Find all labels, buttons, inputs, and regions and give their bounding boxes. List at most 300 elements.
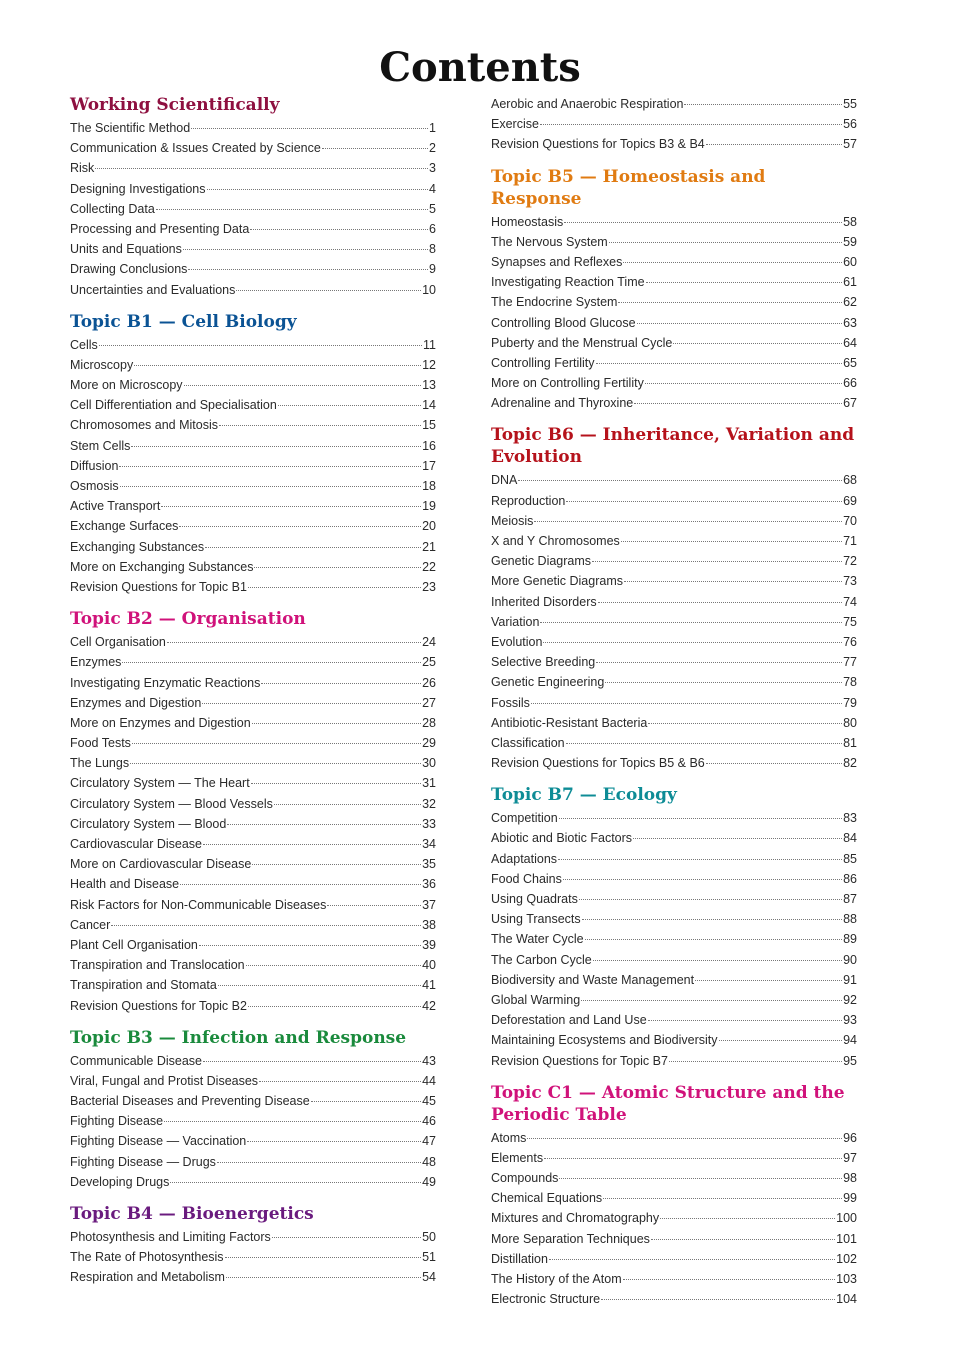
toc-section-topic-b3-infection-and-response (70, 1027, 436, 1192)
dot-leader (581, 1000, 842, 1001)
entry-title: Cell Differentiation and Specialisation (70, 398, 277, 413)
toc-entry[interactable] (491, 114, 857, 134)
entry-title: The Nervous System (491, 234, 608, 249)
dot-leader (199, 945, 421, 946)
dot-leader (236, 290, 421, 291)
dot-leader (120, 486, 421, 487)
entry-title: Active Transport (70, 499, 161, 514)
toc-entry[interactable] (491, 970, 857, 990)
page-number: 95 (843, 1053, 857, 1068)
entry-title: Investigating Reaction Time (491, 275, 645, 290)
toc-entry[interactable] (491, 1188, 857, 1208)
page-number: 17 (422, 458, 436, 473)
toc-entry[interactable] (491, 470, 857, 490)
entry-title: Global Warming (491, 992, 581, 1007)
page-number: 23 (422, 579, 436, 594)
page-number: 46 (422, 1114, 436, 1129)
dot-leader (156, 209, 428, 210)
toc-entry[interactable] (70, 239, 436, 259)
page-number: 13 (422, 378, 436, 393)
page-number: 33 (422, 816, 436, 831)
page-number: 59 (843, 234, 857, 249)
page-number: 91 (843, 972, 857, 987)
toc-entry[interactable] (70, 138, 436, 158)
toc-entry[interactable] (491, 1168, 857, 1188)
toc-entry[interactable] (70, 355, 436, 375)
entry-title: Fighting Disease — Drugs (70, 1154, 216, 1169)
dot-leader (225, 1257, 422, 1258)
entry-title: More on Microscopy (70, 378, 183, 393)
entry-title: Bacterial Diseases and Preventing Disease (70, 1094, 310, 1109)
toc-entry[interactable] (491, 491, 857, 511)
entry-title: Exchange Surfaces (70, 519, 179, 534)
dot-leader (593, 960, 842, 961)
toc-entry[interactable] (70, 179, 436, 199)
toc-entry[interactable] (491, 693, 857, 713)
page-number: 99 (843, 1191, 857, 1206)
toc-entry[interactable] (491, 849, 857, 869)
toc-entry[interactable] (491, 313, 857, 333)
page-number: 45 (422, 1094, 436, 1109)
toc-entry[interactable] (491, 733, 857, 753)
toc-section-topic-b1-cell-biology (70, 311, 436, 597)
page-number: 58 (843, 214, 857, 229)
dot-leader (605, 682, 842, 683)
toc-entry[interactable] (491, 1208, 857, 1228)
page-number: 21 (422, 539, 436, 554)
page-number: 72 (843, 554, 857, 569)
entry-title: Diffusion (70, 458, 119, 473)
dot-leader (540, 622, 842, 623)
page-number: 81 (843, 735, 857, 750)
toc-entry[interactable] (70, 733, 436, 753)
page-number: 79 (843, 695, 857, 710)
dot-leader (646, 282, 843, 283)
dot-leader (566, 743, 842, 744)
entry-title: The History of the Atom (491, 1272, 622, 1286)
dot-leader (278, 405, 421, 406)
section-heading: Working Scientifically (70, 95, 280, 115)
toc-entry[interactable] (491, 652, 857, 672)
dot-leader (247, 1141, 421, 1142)
section-heading: Topic B1 — Cell Biology (70, 311, 297, 332)
page-number: 56 (843, 117, 857, 132)
toc-entry[interactable] (491, 753, 857, 773)
section-heading: Topic B2 — Organisation (70, 609, 306, 630)
toc-entry[interactable] (491, 232, 857, 252)
entry-title: Distillation (491, 1251, 548, 1266)
toc-entry[interactable] (491, 808, 857, 828)
page-number: 35 (422, 857, 436, 872)
toc-entry[interactable] (70, 975, 436, 995)
entry-title: Developing Drugs (70, 1174, 170, 1189)
page-number: 18 (422, 479, 436, 493)
page-number: 94 (843, 1033, 857, 1048)
page-number: 65 (843, 355, 857, 370)
dot-leader (564, 222, 842, 223)
toc-entry[interactable] (70, 476, 436, 496)
toc-entry[interactable] (491, 1030, 857, 1050)
toc-entry[interactable] (491, 889, 857, 909)
dot-leader (130, 763, 421, 764)
toc-entry[interactable] (70, 854, 436, 874)
entry-title: Communication & Issues Created by Science (70, 141, 321, 156)
dot-leader (322, 148, 428, 149)
toc-entry[interactable] (491, 828, 857, 848)
page-number: 44 (422, 1073, 436, 1088)
entry-title: Osmosis (70, 479, 119, 493)
toc-entry[interactable] (70, 955, 436, 975)
page-number: 82 (843, 756, 857, 771)
entry-title: Puberty and the Menstrual Cycle (491, 335, 673, 350)
entry-title: More on Exchanging Substances (70, 559, 254, 574)
page-number: 25 (422, 655, 436, 670)
toc-entry[interactable] (70, 375, 436, 395)
dot-leader (183, 249, 428, 250)
dot-leader (250, 229, 428, 230)
entry-title: Cancer (70, 917, 111, 932)
toc-entry[interactable] (70, 1091, 436, 1111)
entry-title: Variation (491, 614, 540, 629)
page-number: 55 (843, 97, 857, 111)
dot-leader (559, 1178, 842, 1179)
dot-leader (122, 662, 421, 663)
dot-leader (648, 1020, 842, 1021)
toc-entry[interactable] (70, 1247, 436, 1267)
toc-entry[interactable] (491, 1289, 857, 1309)
toc-entry[interactable] (491, 990, 857, 1010)
toc-entry[interactable] (491, 1128, 857, 1148)
page-number: 1 (429, 121, 436, 135)
entry-title: Antibiotic-Resistant Bacteria (491, 715, 648, 730)
toc-entry[interactable] (491, 1249, 857, 1269)
section-heading: Topic B4 — Bioenergetics (70, 1204, 314, 1224)
entry-title: Chemical Equations (491, 1191, 603, 1206)
toc-entry[interactable] (70, 713, 436, 733)
entry-title: The Water Cycle (491, 932, 584, 947)
page-number: 36 (422, 877, 436, 892)
dot-leader (719, 1040, 843, 1041)
toc-entry[interactable] (70, 259, 436, 279)
toc-entry[interactable] (491, 373, 857, 393)
toc-entry[interactable] (491, 1269, 857, 1289)
toc-entry[interactable] (70, 895, 436, 915)
dot-leader (623, 1279, 836, 1280)
dot-leader (531, 703, 842, 704)
toc-entry[interactable] (70, 415, 436, 435)
toc-entry[interactable] (491, 571, 857, 591)
toc-entry[interactable] (491, 212, 857, 232)
page-number: 31 (422, 776, 436, 791)
toc-entry[interactable] (70, 673, 436, 693)
dot-leader (217, 1162, 421, 1163)
dot-leader (203, 1061, 421, 1062)
toc-entry[interactable] (70, 915, 436, 935)
page-number: 8 (429, 242, 436, 257)
toc-entry[interactable] (70, 335, 436, 355)
toc-entry[interactable] (491, 1148, 857, 1168)
toc-entry[interactable] (70, 395, 436, 415)
dot-leader (633, 838, 842, 839)
page-number: 20 (422, 519, 436, 534)
entry-title: Units and Equations (70, 242, 182, 257)
toc-entry[interactable] (491, 94, 857, 114)
toc-entry[interactable] (491, 632, 857, 652)
page-number: 5 (429, 201, 436, 216)
entry-title: Reproduction (491, 493, 566, 508)
dot-leader (645, 383, 842, 384)
toc-entry[interactable] (491, 353, 857, 373)
page-number: 71 (843, 534, 857, 548)
dot-leader (261, 683, 421, 684)
toc-entry[interactable] (70, 753, 436, 773)
page-number: 96 (843, 1130, 857, 1145)
dot-leader (563, 879, 842, 880)
toc-entry[interactable] (70, 118, 436, 138)
toc-section-topic-b2-organisation (70, 608, 436, 1016)
dot-leader (205, 547, 421, 548)
dot-leader (596, 363, 843, 364)
dot-leader (621, 541, 842, 542)
toc-entry[interactable] (70, 1071, 436, 1091)
entry-title: Homeostasis (491, 214, 564, 229)
dot-leader (609, 242, 842, 243)
toc-entry[interactable] (70, 1111, 436, 1131)
section-heading: Topic B7 — Ecology (491, 785, 677, 806)
toc-entry[interactable] (491, 1010, 857, 1030)
toc-entry[interactable] (491, 950, 857, 970)
contents-column-right (491, 94, 857, 1320)
entry-title: Transpiration and Translocation (70, 958, 245, 973)
toc-entry[interactable] (70, 1051, 436, 1071)
toc-entry[interactable] (70, 1267, 436, 1287)
dot-leader (226, 1277, 421, 1278)
entry-title: Photosynthesis and Limiting Factors (70, 1230, 271, 1244)
page-number: 39 (422, 937, 436, 952)
toc-section-continued (491, 94, 857, 155)
toc-entry[interactable] (70, 456, 436, 476)
toc-entry[interactable] (70, 158, 436, 178)
dot-leader (660, 1218, 835, 1219)
page-number: 10 (422, 282, 436, 297)
toc-entry[interactable] (70, 1131, 436, 1151)
dot-leader (695, 980, 842, 981)
dot-leader (624, 581, 842, 582)
page-number: 50 (422, 1230, 436, 1244)
section-heading: Topic C1 — Atomic Structure and the Periodic Table (491, 1082, 845, 1125)
dot-leader (549, 1259, 835, 1260)
entry-title: More Separation Techniques (491, 1231, 650, 1246)
entry-title: Meiosis (491, 513, 534, 528)
toc-entry[interactable] (70, 794, 436, 814)
dot-leader (566, 501, 842, 502)
entry-title: Revision Questions for Topic B1 (70, 579, 247, 594)
toc-entry[interactable] (70, 874, 436, 894)
section-heading: Topic B5 — Homeostasis and Response (491, 166, 766, 209)
toc-entry[interactable] (491, 511, 857, 531)
entry-title: Drawing Conclusions (70, 262, 188, 277)
section-heading: Topic B3 — Infection and Response (70, 1027, 407, 1048)
dot-leader (579, 899, 842, 900)
page-number: 28 (422, 715, 436, 730)
toc-entry[interactable] (70, 652, 436, 672)
toc-entry[interactable] (491, 612, 857, 632)
toc-entry[interactable] (491, 929, 857, 949)
entry-title: Stem Cells (70, 438, 131, 453)
entry-title: The Rate of Photosynthesis (70, 1250, 224, 1265)
entry-title: Revision Questions for Topic B2 (70, 998, 247, 1013)
page-number: 75 (843, 614, 857, 629)
dot-leader (218, 985, 421, 986)
toc-entry[interactable] (491, 333, 857, 353)
toc-entry[interactable] (70, 199, 436, 219)
toc-entry[interactable] (70, 693, 436, 713)
toc-entry[interactable] (491, 252, 857, 272)
dot-leader (179, 526, 421, 527)
dot-leader (601, 1299, 835, 1300)
toc-entry[interactable] (70, 516, 436, 536)
entry-title: More on Controlling Fertility (491, 376, 644, 391)
page-number: 16 (422, 438, 436, 453)
entry-title: Fossils (491, 695, 530, 710)
toc-entry[interactable] (491, 713, 857, 733)
entry-title: Genetic Diagrams (491, 554, 592, 569)
entry-title: Using Quadrats (491, 892, 578, 906)
entry-title: Circulatory System — Blood Vessels (70, 796, 273, 811)
dot-leader (559, 818, 842, 819)
page-number: 11 (423, 337, 436, 352)
dot-leader (99, 345, 422, 346)
entry-title: Genetic Engineering (491, 675, 605, 690)
entry-title: Enzymes (70, 655, 122, 670)
toc-entry[interactable] (491, 134, 857, 154)
entry-title: Adrenaline and Thyroxine (491, 396, 634, 411)
page-number: 22 (422, 559, 436, 574)
entry-title: Controlling Blood Glucose (491, 315, 636, 330)
page-number: 32 (422, 796, 436, 811)
toc-entry[interactable] (70, 1227, 436, 1247)
dot-leader (518, 480, 842, 481)
toc-entry[interactable] (70, 834, 436, 854)
dot-leader (527, 1138, 842, 1139)
toc-entry[interactable] (70, 996, 436, 1016)
toc-entry[interactable] (70, 557, 436, 577)
page-number: 92 (843, 992, 857, 1007)
toc-entry[interactable] (70, 1152, 436, 1172)
entry-title: Exercise (491, 117, 539, 132)
toc-entry[interactable] (70, 632, 436, 652)
toc-entry[interactable] (491, 869, 857, 889)
entry-title: Abiotic and Biotic Factors (491, 831, 633, 846)
dot-leader (248, 1006, 421, 1007)
toc-entry[interactable] (491, 531, 857, 551)
page-number: 66 (843, 376, 857, 391)
dot-leader (637, 323, 843, 324)
page-number: 85 (843, 851, 857, 866)
toc-entry[interactable] (70, 935, 436, 955)
page-number: 73 (843, 574, 857, 589)
entry-title: Respiration and Metabolism (70, 1270, 225, 1285)
toc-entry[interactable] (491, 1051, 857, 1071)
toc-entry[interactable] (491, 592, 857, 612)
toc-entry[interactable] (491, 272, 857, 292)
page-number: 3 (429, 161, 436, 176)
dot-leader (164, 1121, 421, 1122)
toc-entry[interactable] (491, 292, 857, 312)
toc-entry[interactable] (491, 672, 857, 692)
dot-leader (673, 343, 842, 344)
dot-leader (651, 1239, 835, 1240)
dot-leader (327, 905, 421, 906)
toc-entry[interactable] (70, 280, 436, 300)
dot-leader (669, 1061, 842, 1062)
dot-leader (598, 602, 842, 603)
entry-title: Cardiovascular Disease (70, 837, 203, 851)
page-number: 47 (422, 1134, 436, 1149)
entry-title: Risk Factors for Non-Communicable Diseases (70, 897, 327, 912)
toc-entry[interactable] (70, 436, 436, 456)
dot-leader (706, 144, 842, 145)
entry-title: X and Y Chromosomes (491, 534, 620, 548)
entry-title: Aerobic and Anaerobic Respiration (491, 97, 684, 111)
dot-leader (184, 385, 422, 386)
entry-title: Investigating Enzymatic Reactions (70, 675, 261, 690)
page-number: 90 (843, 952, 857, 967)
dot-leader (219, 425, 421, 426)
toc-section-topic-b4-bioenergetics (70, 1203, 436, 1288)
entry-title: Adaptations (491, 851, 558, 866)
page-number: 4 (429, 181, 436, 196)
page-number: 86 (843, 871, 857, 886)
toc-entry[interactable] (70, 773, 436, 793)
toc-section-topic-c1-atomic-structure-and-the-periodic-table (491, 1082, 857, 1310)
toc-entry[interactable] (491, 393, 857, 413)
entry-title: Processing and Presenting Data (70, 221, 250, 236)
entry-title: Uncertainties and Evaluations (70, 282, 236, 297)
dot-leader (180, 884, 421, 885)
dot-leader (131, 446, 421, 447)
dot-leader (254, 567, 421, 568)
entry-title: Competition (491, 811, 558, 826)
toc-entry[interactable] (70, 814, 436, 834)
page-number: 80 (843, 715, 857, 730)
toc-entry[interactable] (70, 219, 436, 239)
page-number: 42 (422, 998, 436, 1013)
toc-entry[interactable] (70, 496, 436, 516)
toc-entry[interactable] (491, 909, 857, 929)
entry-title: More on Enzymes and Digestion (70, 715, 251, 730)
dot-leader (251, 783, 421, 784)
toc-entry[interactable] (70, 577, 436, 597)
page-number: 102 (836, 1251, 857, 1266)
toc-entry[interactable] (70, 537, 436, 557)
toc-entry[interactable] (491, 1229, 857, 1249)
entry-title: The Scientific Method (70, 121, 191, 135)
contents-column-left (70, 94, 436, 1299)
page-number: 24 (422, 635, 436, 650)
page-number: 87 (843, 892, 857, 906)
toc-entry[interactable] (70, 1172, 436, 1192)
entry-title: Biodiversity and Waste Management (491, 972, 695, 987)
entry-title: Maintaining Ecosystems and Biodiversity (491, 1033, 718, 1048)
entry-title: Designing Investigations (70, 181, 206, 196)
dot-leader (684, 104, 842, 105)
entry-title: DNA (491, 473, 518, 488)
entry-title: Atoms (491, 1130, 527, 1145)
toc-entry[interactable] (491, 551, 857, 571)
entry-title: Circulatory System — Blood (70, 816, 227, 831)
entry-title: Electronic Structure (491, 1292, 601, 1307)
